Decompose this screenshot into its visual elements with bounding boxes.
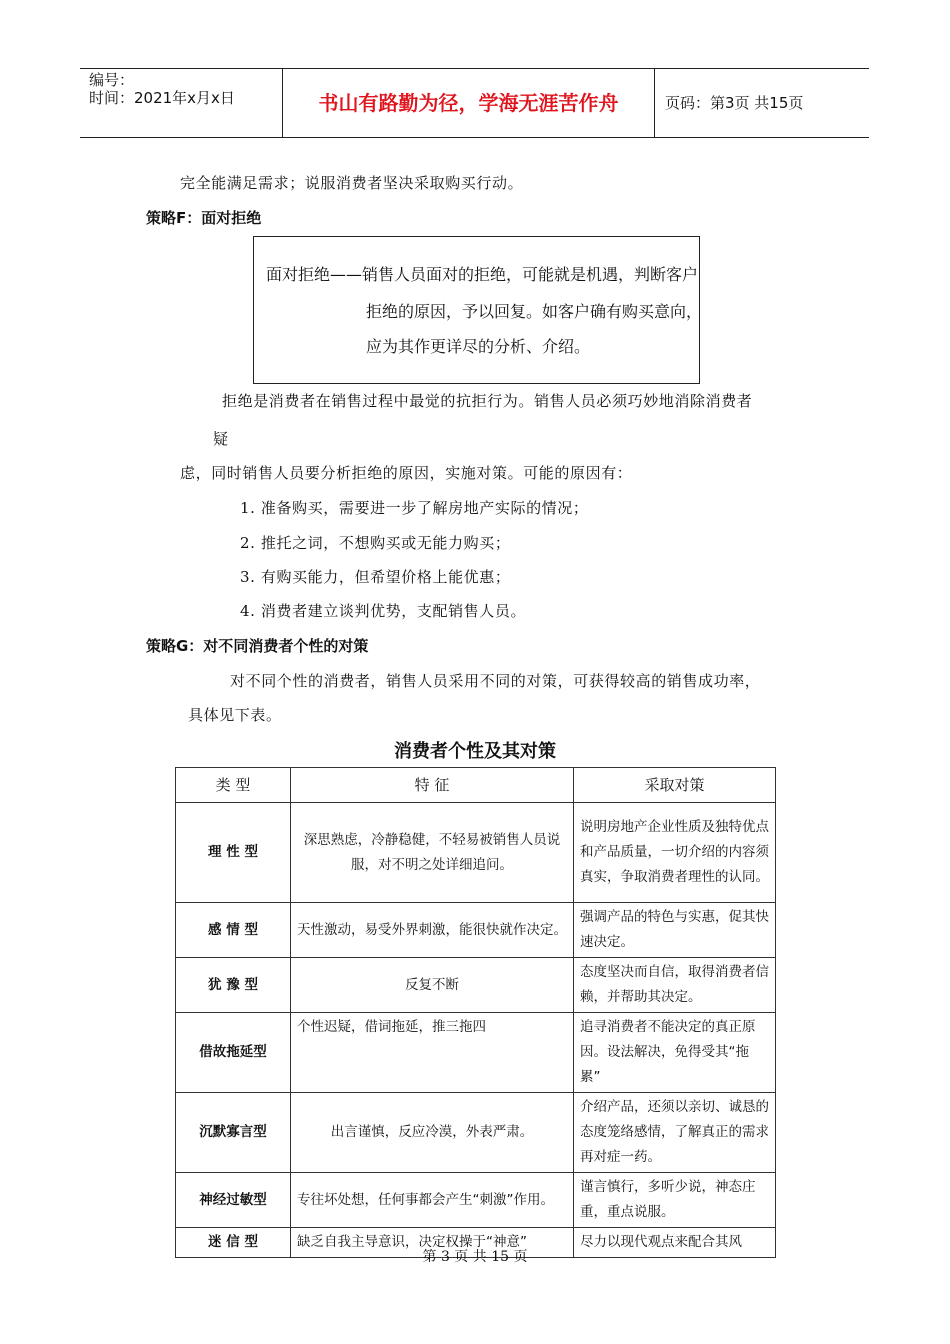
page-header: [80, 68, 869, 138]
continued-text: 完全能满足需求；说服消费者坚决采取购买行动。: [180, 174, 524, 192]
reason-list-item: 4. 消费者建立谈判优势，支配销售人员。: [240, 602, 527, 620]
paragraph-line: 具体见下表。: [188, 706, 282, 724]
paragraph-line: 拒绝是消费者在销售过程中最觉的抗拒行为。销售人员必须巧妙地消除消费者: [222, 392, 753, 410]
cell-feature: 出言谨慎，反应冷漠，外表严肃。: [291, 1093, 574, 1173]
cell-type: 理 性 型: [176, 803, 291, 903]
table-row: [176, 958, 776, 1013]
cell-type: 神经过敏型: [176, 1173, 291, 1228]
cell-strategy: 谨言慎行，多听少说，神态庄重，重点说服。: [574, 1173, 776, 1228]
callout-line: 应为其作更详尽的分析、介绍。: [366, 337, 591, 356]
table-row: [176, 1173, 776, 1228]
header-page-info: 页码：第3页 共15页: [665, 94, 804, 112]
column-header-feature: 特 征: [291, 768, 574, 803]
table-row: [176, 803, 776, 903]
cell-type: 感 情 型: [176, 903, 291, 958]
cell-feature: 深思熟虑，冷静稳健，不轻易被销售人员说服，对不明之处详细追问。: [291, 803, 574, 903]
table-row: [176, 1093, 776, 1173]
reason-list-item: 3. 有购买能力，但希望价格上能优惠；: [240, 568, 511, 586]
cell-strategy: 尽力以现代观点来配合其风: [574, 1228, 776, 1258]
cell-strategy: 强调产品的特色与实惠，促其快速决定。: [574, 903, 776, 958]
cell-feature: 缺乏自我主导意识，决定权操于“神意”: [291, 1228, 574, 1258]
table-row: [176, 903, 776, 958]
column-header-strategy: 采取对策: [574, 768, 776, 803]
header-left: [80, 69, 282, 137]
heading-strategy-f: 策略F：面对拒绝: [146, 209, 262, 227]
table-row: [176, 1013, 776, 1093]
cell-strategy: 说明房地产企业性质及独特优点和产品质量，一切介绍的内容须真实，争取消费者理性的认同。: [574, 803, 776, 903]
refusal-callout-box: [253, 236, 703, 384]
reason-list-item: 1. 准备购买，需要进一步了解房地产实际的情况；: [240, 499, 589, 517]
table-header-row: [176, 768, 776, 803]
cell-feature: 个性迟疑，借词拖延，推三拖四: [291, 1013, 574, 1093]
cell-type: 犹 豫 型: [176, 958, 291, 1013]
paragraph-line: 虑，同时销售人员要分析拒绝的原因，实施对策。可能的原因有：: [180, 464, 633, 482]
cell-type: 迷 信 型: [176, 1228, 291, 1258]
callout-line: 拒绝的原因，予以回复。如客户确有购买意向，: [366, 302, 703, 321]
paragraph-line: 对不同个性的消费者，销售人员采用不同的对策，可获得较高的销售成功率，: [230, 672, 761, 690]
callout-line: 面对拒绝——销售人员面对的拒绝，可能就是机遇，判断客户: [266, 265, 699, 284]
personality-strategy-table: [175, 767, 776, 1258]
header-motto: 书山有路勤为径，学海无涯苦作舟: [282, 69, 655, 137]
document-date: 时间：2021年x月x日: [89, 89, 235, 107]
cell-feature: 反复不断: [291, 958, 574, 1013]
cell-strategy: 介绍产品，还须以亲切、诚恳的态度笼络感情，了解真正的需求再对症一药。: [574, 1093, 776, 1173]
table-title: 消费者个性及其对策: [394, 741, 556, 762]
cell-feature: 天性激动，易受外界刺激，能很快就作决定。: [291, 903, 574, 958]
cell-type: 借故拖延型: [176, 1013, 291, 1093]
document-number-label: 编号：: [89, 71, 135, 89]
column-header-type: 类 型: [176, 768, 291, 803]
cell-feature: 专往坏处想，任何事都会产生“刺激”作用。: [291, 1173, 574, 1228]
paragraph-line: 疑: [213, 430, 229, 448]
page-footer: 第 3 页 共 15 页: [422, 1249, 528, 1265]
cell-type: 沉默寡言型: [176, 1093, 291, 1173]
cell-strategy: 态度坚决而自信，取得消费者信赖，并帮助其决定。: [574, 958, 776, 1013]
heading-strategy-g: 策略G：对不同消费者个性的对策: [146, 637, 369, 655]
reason-list-item: 2. 推托之词，不想购买或无能力购买；: [240, 534, 511, 552]
cell-strategy: 追寻消费者不能决定的真正原因。设法解决，免得受其“拖累”: [574, 1013, 776, 1093]
